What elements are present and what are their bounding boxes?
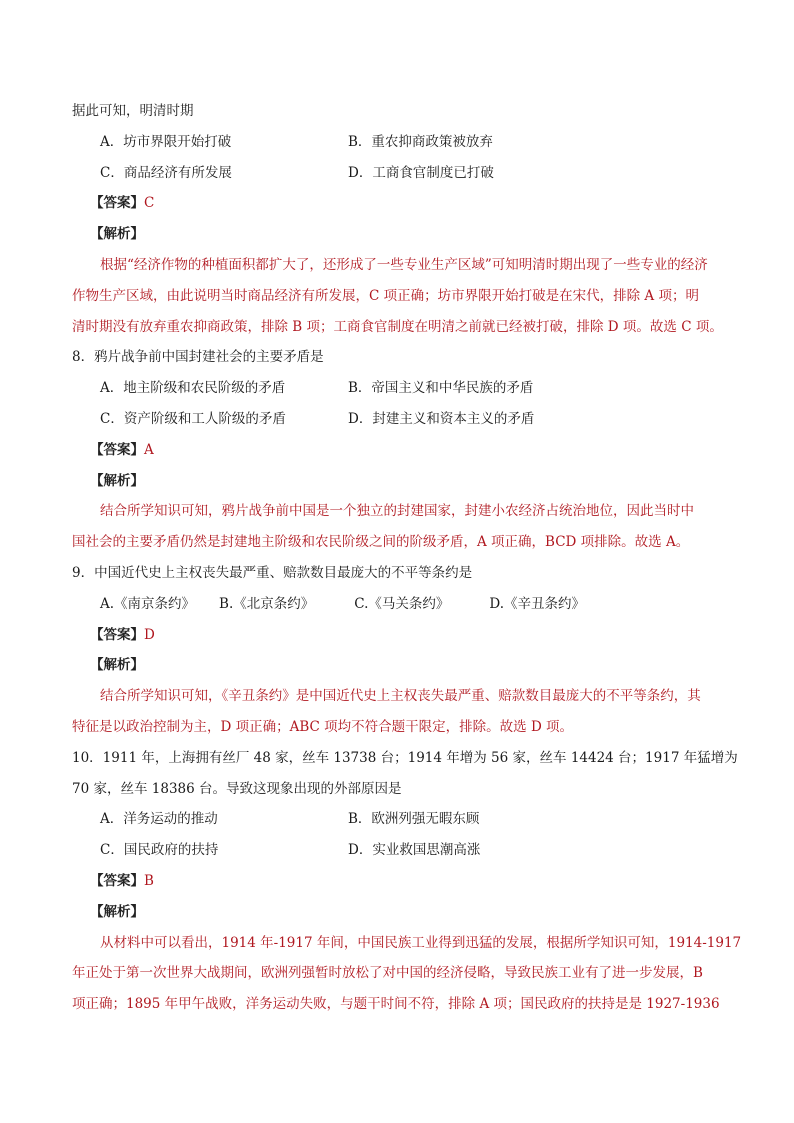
- q7-options-row-1: [72, 127, 722, 158]
- q7-option-c: C．商品经济有所发展: [100, 164, 232, 181]
- q7-analysis-line: 根据“经济作物的种植面积都扩大了，还形成了一些专业生产区域”可知明清时期出现了一些专业的经济: [100, 256, 708, 273]
- q9-analysis-heading: [72, 650, 722, 681]
- q7-option-a: A．坊市界限开始打破: [100, 133, 232, 150]
- q7-analysis: [72, 250, 722, 342]
- q8-analysis-line: 结合所学知识可知，鸦片战争前中国是一个独立的封建国家，封建小农经济占统治地位，因此当时中: [100, 503, 694, 520]
- q10-stem-line: 10．1911 年，上海拥有丝厂 48 家，丝车 13738 台；1914 年增为 56 家，丝车 14424 台；1917 年猛增为: [72, 749, 738, 766]
- q9-option-a: A.《南京条约》: [100, 595, 196, 612]
- q9-option-d: D.《辛丑条约》: [489, 595, 586, 612]
- q10-answer: [72, 866, 722, 897]
- q8-answer-tag: 【答案】: [90, 441, 144, 458]
- q8-option-c: C．资产阶级和工人阶级的矛盾: [100, 410, 286, 427]
- q8-analysis-heading: [72, 466, 722, 497]
- q7-analysis-line: 作物生产区域，由此说明当时商品经济有所发展，C 项正确；坊市界限开始打破是在宋代，排除 A 项；明: [72, 287, 699, 304]
- q8-option-d: D．封建主义和资本主义的矛盾: [348, 410, 535, 427]
- q9-answer: [72, 620, 722, 651]
- q9-analysis-line: 特征是以政治控制为主，D 项正确；ABC 项均不符合题干限定，排除。故选 D 项。: [72, 718, 574, 735]
- q9-analysis: [72, 681, 722, 743]
- q8-options-row-2: [72, 404, 722, 435]
- q7-options-row-2: [72, 158, 722, 189]
- q8-answer: [72, 435, 722, 466]
- q10-options-row-1: [72, 804, 722, 835]
- q7-option-d: D．工商食官制度已打破: [348, 164, 494, 181]
- q10-stem-line: 70 家，丝车 18386 台。导致这现象出现的外部原因是: [72, 780, 402, 797]
- q8-analysis-line: 国社会的主要矛盾仍然是封建地主阶级和农民阶级之间的阶级矛盾，A 项正确，BCD 项排除。故选 A。: [72, 534, 690, 551]
- q10-option-a: A．洋务运动的推动: [100, 811, 218, 828]
- q7-answer-tag: 【答案】: [90, 195, 144, 212]
- q7-analysis-line: 清时期没有放弃重农抑商政策，排除 B 项；工商食官制度在明清之前就已经被打破，排除 D 项。故选 C 项。: [72, 318, 723, 335]
- q8-option-b: B．帝国主义和中华民族的矛盾: [348, 380, 534, 397]
- q8-answer-value: A: [144, 441, 154, 458]
- q10-answer-tag: 【答案】: [90, 872, 144, 889]
- q10-option-b: B．欧洲列强无暇东顾: [348, 811, 480, 828]
- q9-options-row: [72, 589, 722, 620]
- q9-analysis-line: 结合所学知识可知，《辛丑条约》是中国近代史上主权丧失最严重、赔款数目最庞大的不平等条约，其: [100, 688, 701, 705]
- q7-answer-value: C: [144, 195, 155, 212]
- q10-option-c: C．国民政府的扶持: [100, 842, 219, 859]
- q10-analysis-line: 从材料中可以看出，1914 年-1917 年间，中国民族工业得到迅猛的发展，根据所学知识可知，1914-1917: [100, 934, 742, 951]
- q10-analysis-line: 年正处于第一次世界大战期间，欧洲列强暂时放松了对中国的经济侵略，导致民族工业有了进一步发展，B: [72, 965, 703, 982]
- q7-option-b: B．重农抑商政策被放弃: [348, 133, 493, 150]
- q8-analysis-tag: 【解析】: [90, 472, 144, 489]
- q10-analysis: [72, 928, 742, 1020]
- q10-answer-value: B: [144, 872, 154, 889]
- q8-option-a: A．地主阶级和农民阶级的矛盾: [100, 380, 286, 397]
- q10-analysis-heading: [72, 897, 722, 928]
- document-page: [72, 96, 742, 1020]
- q9-analysis-tag: 【解析】: [90, 657, 144, 674]
- q7-analysis-tag: 【解析】: [90, 226, 144, 243]
- q10-analysis-line: 项正确；1895 年甲午战败，洋务运动失败，与题干时间不符，排除 A 项；国民政府的扶持是是 1927-1936: [72, 996, 720, 1013]
- q7-answer: [72, 188, 722, 219]
- q8-stem: 8．鸦片战争前中国封建社会的主要矛盾是: [72, 349, 324, 366]
- q10-options-row-2: [72, 835, 722, 866]
- q9-option-c: C.《马关条约》: [354, 595, 450, 612]
- q8-options-row-1: [72, 373, 722, 404]
- q7-analysis-heading: [72, 219, 722, 250]
- q10-analysis-tag: 【解析】: [90, 903, 144, 920]
- q9-option-b: B.《北京条约》: [219, 595, 315, 612]
- q8-analysis: [72, 496, 722, 558]
- q9-answer-value: D: [144, 626, 155, 643]
- q9-answer-tag: 【答案】: [90, 626, 144, 643]
- q9-stem: 9．中国近代史上主权丧失最严重、赔款数目最庞大的不平等条约是: [72, 564, 473, 581]
- q7-stem: 据此可知，明清时期: [72, 103, 194, 119]
- q10-option-d: D．实业救国思潮高涨: [348, 842, 481, 859]
